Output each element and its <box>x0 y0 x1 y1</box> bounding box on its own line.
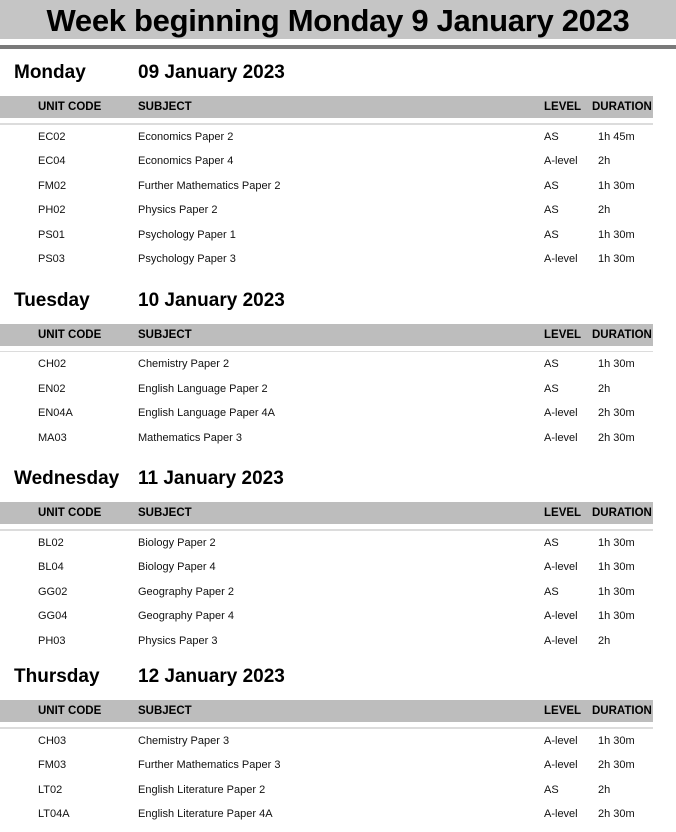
exam-subject: English Literature Paper 4A <box>138 808 273 821</box>
exam-row <box>0 149 653 174</box>
exam-rows <box>0 125 653 272</box>
exam-level: A-level <box>544 734 578 747</box>
column-header-unit-code: UNIT CODE <box>38 705 102 717</box>
column-header-level: LEVEL <box>544 328 582 341</box>
exam-unit-code: BL04 <box>38 561 64 574</box>
exam-row <box>0 778 653 803</box>
column-header-subject: SUBJECT <box>138 705 192 717</box>
day-date: 09 January 2023 <box>138 62 285 83</box>
exam-duration: 2h 30m <box>598 808 635 821</box>
exam-subject: Economics Paper 2 <box>138 130 234 143</box>
exam-row <box>0 580 653 605</box>
exam-subject: Physics Paper 3 <box>138 634 218 647</box>
exam-subject: Chemistry Paper 2 <box>138 358 230 371</box>
exam-duration: 1h 30m <box>598 228 635 241</box>
exam-subject: Mathematics Paper 3 <box>138 431 242 444</box>
exam-level: AS <box>544 358 559 371</box>
exam-subject: Biology Paper 4 <box>138 561 216 574</box>
exam-unit-code: LT02 <box>38 783 63 796</box>
exam-level: A-level <box>544 808 578 821</box>
day-heading <box>0 665 676 688</box>
exam-unit-code: PS01 <box>38 228 65 241</box>
column-header-subject: SUBJECT <box>138 328 192 341</box>
day-date: 10 January 2023 <box>138 289 285 311</box>
exam-unit-code: EN02 <box>38 382 66 395</box>
exam-duration: 1h 30m <box>598 561 635 574</box>
exam-unit-code: GG02 <box>38 585 68 598</box>
column-header-unit-code: UNIT CODE <box>38 101 102 113</box>
exam-duration: 1h 30m <box>598 610 635 623</box>
exam-level: AS <box>544 536 559 549</box>
exam-unit-code: GG04 <box>38 610 68 623</box>
exam-rows <box>0 531 653 654</box>
exam-level: A-level <box>544 759 578 772</box>
exam-row <box>0 247 653 272</box>
exam-duration: 1h 30m <box>598 536 635 549</box>
table-header-bar <box>0 502 653 524</box>
day-heading <box>0 61 676 84</box>
exam-duration: 2h <box>598 155 611 168</box>
column-header-duration: DURATION <box>592 328 652 341</box>
exam-subject: Physics Paper 2 <box>138 204 218 217</box>
exam-row <box>0 604 653 629</box>
exam-duration: 2h 30m <box>598 759 635 772</box>
exam-level: A-level <box>544 407 578 420</box>
exam-subject: Further Mathematics Paper 2 <box>138 179 281 192</box>
exam-level: A-level <box>544 253 578 266</box>
column-header-level: LEVEL <box>544 507 582 519</box>
day-heading <box>0 467 676 490</box>
day-name: Tuesday <box>14 289 90 311</box>
exam-unit-code: BL02 <box>38 536 64 549</box>
day-sections <box>0 61 676 827</box>
exam-row <box>0 555 653 580</box>
exam-duration: 1h 30m <box>598 179 635 192</box>
exam-subject: Geography Paper 2 <box>138 585 235 598</box>
table-header-bar <box>0 96 653 118</box>
page-title: Week beginning Monday 9 January 2023 <box>46 2 630 38</box>
table-header-bar <box>0 324 653 346</box>
exam-duration: 2h <box>598 634 611 647</box>
exam-unit-code: CH03 <box>38 734 67 747</box>
exam-unit-code: EN04A <box>38 407 73 420</box>
exam-level: AS <box>544 204 559 217</box>
exam-level: A-level <box>544 431 578 444</box>
exam-unit-code: FM02 <box>38 179 67 192</box>
day-section <box>0 467 676 653</box>
day-name: Thursday <box>14 666 100 687</box>
exam-row <box>0 223 653 248</box>
column-header-level: LEVEL <box>544 101 582 113</box>
column-header-unit-code: UNIT CODE <box>38 328 102 341</box>
exam-row <box>0 174 653 199</box>
exam-row <box>0 125 653 150</box>
column-header-level: LEVEL <box>544 705 582 717</box>
exam-subject: Biology Paper 2 <box>138 536 216 549</box>
exam-row <box>0 802 653 827</box>
day-name: Monday <box>14 62 86 83</box>
exam-unit-code: FM03 <box>38 759 67 772</box>
day-section <box>0 665 676 827</box>
exam-duration: 2h 30m <box>598 431 635 444</box>
table-header-bar <box>0 700 653 722</box>
day-date: 12 January 2023 <box>138 666 285 687</box>
exam-duration: 1h 45m <box>598 130 635 143</box>
exam-level: A-level <box>544 634 578 647</box>
exam-subject: Further Mathematics Paper 3 <box>138 759 281 772</box>
exam-row <box>0 753 653 778</box>
exam-unit-code: MA03 <box>38 431 67 444</box>
exam-level: AS <box>544 130 559 143</box>
exam-rows <box>0 352 653 450</box>
column-header-unit-code: UNIT CODE <box>38 507 102 519</box>
exam-unit-code: EC02 <box>38 130 66 143</box>
exam-unit-code: EC04 <box>38 155 66 168</box>
exam-level: AS <box>544 382 559 395</box>
exam-level: AS <box>544 585 559 598</box>
exam-level: AS <box>544 228 559 241</box>
exam-level: A-level <box>544 610 578 623</box>
exam-row <box>0 629 653 654</box>
exam-subject: Psychology Paper 3 <box>138 253 236 266</box>
column-header-duration: DURATION <box>592 705 652 717</box>
exam-duration: 1h 30m <box>598 253 635 266</box>
exam-unit-code: CH02 <box>38 358 67 371</box>
exam-subject: Chemistry Paper 3 <box>138 734 230 747</box>
day-date: 11 January 2023 <box>138 468 284 489</box>
page-title-bar <box>0 0 676 39</box>
column-header-subject: SUBJECT <box>138 507 192 519</box>
exam-duration: 1h 30m <box>598 734 635 747</box>
exam-duration: 2h 30m <box>598 407 635 420</box>
exam-duration: 2h <box>598 382 611 395</box>
exam-row <box>0 531 653 556</box>
day-heading <box>0 289 676 312</box>
exam-subject: English Literature Paper 2 <box>138 783 266 796</box>
exam-level: AS <box>544 783 559 796</box>
exam-level: A-level <box>544 561 578 574</box>
exam-subject: English Language Paper 2 <box>138 382 268 395</box>
exam-unit-code: PS03 <box>38 253 65 266</box>
exam-row <box>0 426 653 451</box>
exam-row <box>0 401 653 426</box>
title-rule <box>0 45 676 49</box>
exam-subject: English Language Paper 4A <box>138 407 275 420</box>
exam-unit-code: PH02 <box>38 204 66 217</box>
exam-rows <box>0 729 653 827</box>
exam-unit-code: PH03 <box>38 634 66 647</box>
column-header-subject: SUBJECT <box>138 101 192 113</box>
exam-level: A-level <box>544 155 578 168</box>
exam-duration: 1h 30m <box>598 358 635 371</box>
column-header-duration: DURATION <box>592 507 652 519</box>
day-section <box>0 61 676 272</box>
column-header-duration: DURATION <box>592 101 652 113</box>
exam-duration: 2h <box>598 204 611 217</box>
exam-row <box>0 377 653 402</box>
exam-unit-code: LT04A <box>38 808 70 821</box>
exam-row <box>0 729 653 754</box>
exam-subject: Geography Paper 4 <box>138 610 235 623</box>
exam-subject: Economics Paper 4 <box>138 155 234 168</box>
exam-duration: 2h <box>598 783 611 796</box>
exam-row <box>0 198 653 223</box>
day-name: Wednesday <box>14 468 120 489</box>
exam-level: AS <box>544 179 559 192</box>
exam-duration: 1h 30m <box>598 585 635 598</box>
exam-row <box>0 352 653 377</box>
exam-subject: Psychology Paper 1 <box>138 228 236 241</box>
day-section <box>0 289 676 451</box>
